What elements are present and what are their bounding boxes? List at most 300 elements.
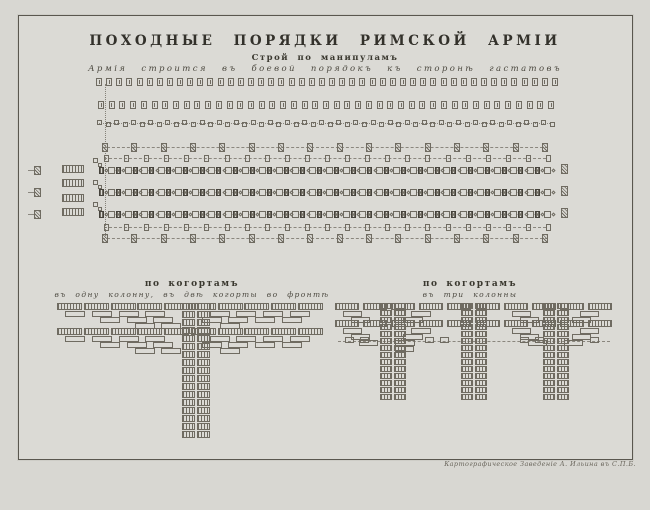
- interval-box: [425, 155, 430, 162]
- legion-square: [269, 101, 275, 109]
- column-unit: [557, 380, 569, 386]
- legion-square: [258, 78, 264, 86]
- column-unit: [182, 335, 195, 342]
- maniple-dark-unit: [149, 189, 154, 196]
- maniple-open-unit: [343, 167, 350, 174]
- cohort-unit: [137, 303, 162, 310]
- legion-square: [329, 78, 335, 86]
- chain-box: [182, 120, 187, 125]
- maniple-dark-unit: [267, 167, 272, 174]
- maniple-dark-unit: [133, 211, 138, 218]
- cohort-unit: [244, 303, 269, 310]
- formation-caption: Армія строится въ боевой порядокъ къ сторонѣ гастатовъ: [88, 64, 562, 74]
- legion-square: [548, 101, 554, 109]
- interval-box: [124, 155, 129, 162]
- echelon-unit: [65, 311, 85, 317]
- maniple-open-unit: [175, 189, 182, 196]
- maniple-dark-unit: [485, 211, 490, 218]
- legion-square: [216, 101, 222, 109]
- chain-box: [499, 122, 504, 127]
- maniple-dark-unit: [468, 167, 473, 174]
- chain-box: [319, 120, 324, 125]
- legion-square: [106, 78, 112, 86]
- column-unit: [461, 359, 473, 365]
- maniple-dark-unit: [183, 211, 188, 218]
- column-unit: [461, 352, 473, 358]
- maniple-dark-unit: [418, 189, 423, 196]
- column-unit: [197, 311, 210, 318]
- maniple-dark-unit: [502, 211, 507, 218]
- maniple-dark-unit: [99, 211, 104, 218]
- chain-box: [285, 120, 290, 125]
- chain-box: [490, 120, 495, 125]
- standard-flag-icon: [366, 234, 372, 243]
- standard-flag-icon: [307, 234, 313, 243]
- column-unit: [557, 324, 569, 330]
- maniple-open-unit: [108, 167, 115, 174]
- maniple-dark-unit: [468, 211, 473, 218]
- interval-box: [546, 224, 551, 231]
- legion-square: [109, 101, 115, 109]
- legion-square: [527, 101, 533, 109]
- maniple-open-unit: [494, 189, 501, 196]
- interval-box: [164, 155, 169, 162]
- march-box: [520, 337, 529, 343]
- echelon-unit: [255, 342, 275, 348]
- bottom-left-title: по когортамъ: [144, 279, 240, 289]
- column-unit: [182, 351, 195, 358]
- standard-flag-icon: [483, 143, 489, 152]
- page-title: ПОХОДНЫЕ ПОРЯДКИ РИМСКОЙ АРМІИ: [89, 33, 561, 49]
- maniple-dark-unit: [116, 211, 121, 218]
- legion-square: [96, 78, 102, 86]
- column-unit: [557, 303, 569, 309]
- maniple-open-unit: [292, 211, 299, 218]
- chain-box: [447, 122, 452, 127]
- legion-square: [441, 78, 447, 86]
- maniple-open-unit: [359, 189, 366, 196]
- interval-box: [385, 224, 390, 231]
- interval-box: [245, 224, 250, 231]
- legion-square: [205, 101, 211, 109]
- column-unit: [461, 338, 473, 344]
- interval-box: [265, 224, 270, 231]
- legion-square: [280, 101, 286, 109]
- standard-line: [102, 238, 548, 239]
- standard-flag-icon: [542, 143, 548, 152]
- chain-box: [123, 122, 128, 127]
- maniple-open-unit: [427, 189, 434, 196]
- column-unit: [475, 387, 487, 393]
- interval-box: [466, 224, 471, 231]
- echelon-unit: [282, 317, 302, 323]
- standard-flag-icon: [337, 143, 343, 152]
- cohort-unit: [504, 303, 528, 310]
- cohort-unit: [298, 328, 323, 335]
- maniple-open-unit: [376, 167, 383, 174]
- maniple-open-unit: [477, 167, 484, 174]
- legion-square: [152, 101, 158, 109]
- interval-box: [365, 155, 370, 162]
- maniple-dark-unit: [485, 167, 490, 174]
- maniple-open-unit: [192, 211, 199, 218]
- column-unit: [461, 380, 473, 386]
- bottom-right-title: по когортамъ: [422, 279, 518, 289]
- standard-flag-icon: [102, 234, 108, 243]
- legion-square: [451, 78, 457, 86]
- echelon-unit: [282, 342, 302, 348]
- maniple-open-unit: [527, 211, 534, 218]
- maniple-open-unit: [443, 167, 450, 174]
- legion-square: [532, 78, 538, 86]
- legion-square: [309, 78, 315, 86]
- maniple-open-unit: [158, 167, 165, 174]
- legion-square: [355, 101, 361, 109]
- legion-square: [130, 101, 136, 109]
- chain-box: [336, 120, 341, 125]
- maniple-open-unit: [175, 211, 182, 218]
- maniple-open-unit: [276, 211, 283, 218]
- maniple-dark-unit: [183, 167, 188, 174]
- standard-flag-icon: [307, 143, 313, 152]
- interval-box: [385, 155, 390, 162]
- column-unit: [182, 415, 195, 422]
- legion-square: [420, 78, 426, 86]
- chain-box: [217, 120, 222, 125]
- maniple-open-unit: [225, 211, 232, 218]
- legion-square: [218, 78, 224, 86]
- column-unit: [543, 338, 555, 344]
- legion-square: [248, 101, 254, 109]
- legion-square: [302, 101, 308, 109]
- cohort-unit: [335, 303, 359, 310]
- column-head-flag-icon: [561, 208, 568, 218]
- column-unit: [182, 391, 195, 398]
- column-unit: [182, 359, 195, 366]
- cohort-unit: [244, 328, 269, 335]
- column-unit: [394, 394, 406, 400]
- column-unit: [557, 394, 569, 400]
- legion-square: [157, 78, 163, 86]
- chain-box: [388, 120, 393, 125]
- column-unit: [543, 345, 555, 351]
- column-unit: [475, 331, 487, 337]
- legion-square: [537, 101, 543, 109]
- column-unit: [380, 352, 392, 358]
- legion-square: [505, 101, 511, 109]
- cohort-unit: [419, 303, 443, 310]
- standard-flag-icon: [131, 143, 137, 152]
- maniple-open-unit: [141, 211, 148, 218]
- interval-box: [184, 155, 189, 162]
- chain-box: [302, 120, 307, 125]
- maniple-open-unit: [208, 167, 215, 174]
- standard-flag-icon: [513, 234, 519, 243]
- chain-box: [482, 122, 487, 127]
- standard-flag-icon: [131, 234, 137, 243]
- interval-box: [124, 224, 129, 231]
- column-unit: [380, 303, 392, 309]
- column-unit: [394, 373, 406, 379]
- maniple-open-unit: [393, 167, 400, 174]
- interval-box: [506, 155, 511, 162]
- maniple-open-unit: [108, 189, 115, 196]
- column-unit: [394, 317, 406, 323]
- maniple-open-unit: [443, 211, 450, 218]
- legion-square: [248, 78, 254, 86]
- march-box: [360, 337, 369, 343]
- standard-flag-icon: [542, 234, 548, 243]
- maniple-open-unit: [527, 167, 534, 174]
- legion-square: [430, 78, 436, 86]
- column-unit: [380, 338, 392, 344]
- maniple-open-unit: [326, 189, 333, 196]
- column-unit: [557, 345, 569, 351]
- legion-square: [278, 78, 284, 86]
- maniple-dark-unit: [250, 211, 255, 218]
- legion-square: [410, 78, 416, 86]
- maniple-dark-unit: [216, 189, 221, 196]
- maniple-open-unit: [276, 189, 283, 196]
- column-unit: [461, 317, 473, 323]
- legion-square: [366, 101, 372, 109]
- maniple-dark-unit: [300, 211, 305, 218]
- maniple-dark-unit: [518, 189, 523, 196]
- legion-square: [312, 101, 318, 109]
- maniple-diamond: [551, 212, 555, 216]
- legion-square: [184, 101, 190, 109]
- standard-flag-icon: [366, 143, 372, 152]
- maniple-open-unit: [259, 189, 266, 196]
- interval-box: [285, 155, 290, 162]
- column-unit: [197, 423, 210, 430]
- maniple-open-unit: [376, 189, 383, 196]
- legion-square: [119, 101, 125, 109]
- imprint-text: Картографическое Заведеніе А. Ильина въ С.П.Б.: [444, 460, 636, 468]
- column-head-flag-icon: [561, 186, 568, 196]
- maniple-open-unit: [410, 189, 417, 196]
- chain-box: [353, 120, 358, 125]
- chain-box: [276, 122, 281, 127]
- standard-flag-icon: [278, 143, 284, 152]
- maniple-open-unit: [410, 211, 417, 218]
- maniple-open-unit: [192, 189, 199, 196]
- cohort-unit: [57, 328, 82, 335]
- legion-square: [359, 78, 365, 86]
- chain-box: [379, 122, 384, 127]
- maniple-dark-unit: [451, 167, 456, 174]
- column-unit: [475, 359, 487, 365]
- echelon-unit: [161, 348, 181, 354]
- interval-box: [104, 155, 109, 162]
- maniple-dark-unit: [401, 211, 406, 218]
- column-unit: [475, 373, 487, 379]
- column-unit: [461, 345, 473, 351]
- column-unit: [475, 338, 487, 344]
- chain-box: [422, 120, 427, 125]
- standard-flag-icon: [395, 234, 401, 243]
- maniple-open-unit: [494, 167, 501, 174]
- standard-flag-icon: [190, 234, 196, 243]
- maniple-open-unit: [175, 167, 182, 174]
- legion-square: [511, 78, 517, 86]
- interval-box: [466, 155, 471, 162]
- maniple-open-unit: [510, 189, 517, 196]
- interval-box: [204, 155, 209, 162]
- interval-box: [405, 224, 410, 231]
- chain-box: [191, 122, 196, 127]
- column-unit: [543, 387, 555, 393]
- maniple-open-unit: [309, 167, 316, 174]
- legion-square: [197, 78, 203, 86]
- maniple-open-unit: [477, 211, 484, 218]
- column-unit: [394, 303, 406, 309]
- maniple-dark-unit: [300, 189, 305, 196]
- maniple-dark-unit: [284, 167, 289, 174]
- maniple-open-unit: [477, 189, 484, 196]
- column-unit: [197, 399, 210, 406]
- maniple-dark-unit: [133, 189, 138, 196]
- interval-box: [325, 224, 330, 231]
- column-unit: [380, 387, 392, 393]
- echelon-unit: [65, 336, 85, 342]
- column-unit: [394, 345, 406, 351]
- chain-box: [259, 122, 264, 127]
- maniple-dark-unit: [451, 189, 456, 196]
- maniple-dark-unit: [367, 211, 372, 218]
- maniple-open-unit: [208, 211, 215, 218]
- maniple-dark-unit: [250, 167, 255, 174]
- cohort-unit: [84, 303, 109, 310]
- cohort-unit: [57, 303, 82, 310]
- column-unit: [380, 380, 392, 386]
- standard-flag-icon: [425, 234, 431, 243]
- legion-square: [522, 78, 528, 86]
- column-unit: [475, 310, 487, 316]
- cohort-unit: [298, 303, 323, 310]
- legion-square: [289, 78, 295, 86]
- maniple-dark-unit: [351, 167, 356, 174]
- maniple-dark-unit: [317, 189, 322, 196]
- maniple-open-unit: [108, 211, 115, 218]
- cohort-unit: [588, 303, 612, 310]
- maniple-open-unit: [125, 189, 132, 196]
- column-unit: [543, 317, 555, 323]
- maniple-dark-unit: [166, 211, 171, 218]
- interval-box: [225, 155, 230, 162]
- column-unit: [475, 366, 487, 372]
- column-unit: [543, 324, 555, 330]
- interval-box: [265, 155, 270, 162]
- column-unit: [557, 352, 569, 358]
- cavalry-block: [62, 208, 84, 216]
- maniple-open-unit: [410, 167, 417, 174]
- column-unit: [475, 394, 487, 400]
- column-unit: [475, 380, 487, 386]
- chain-box: [345, 122, 350, 127]
- interval-box: [104, 224, 109, 231]
- maniple-open-unit: [527, 189, 534, 196]
- column-unit: [197, 407, 210, 414]
- column-unit: [197, 303, 210, 310]
- echelon-unit: [100, 342, 120, 348]
- legion-square: [344, 101, 350, 109]
- maniple-dark-unit: [200, 167, 205, 174]
- maniple-dark-unit: [518, 211, 523, 218]
- column-unit: [461, 310, 473, 316]
- maniple-open-unit: [544, 167, 551, 174]
- legion-square: [299, 78, 305, 86]
- column-unit: [461, 366, 473, 372]
- legion-square: [390, 78, 396, 86]
- column-unit: [197, 319, 210, 326]
- column-unit: [380, 310, 392, 316]
- interval-box: [325, 155, 330, 162]
- column-unit: [475, 345, 487, 351]
- interval-box: [546, 155, 551, 162]
- maniple-open-unit: [259, 167, 266, 174]
- legion-square: [98, 101, 104, 109]
- interval-box: [526, 224, 531, 231]
- chain-box: [114, 120, 119, 125]
- maniple-open-unit: [460, 167, 467, 174]
- maniple-dark-unit: [435, 211, 440, 218]
- column-unit: [197, 383, 210, 390]
- maniple-dark-unit: [401, 189, 406, 196]
- standard-flag-icon: [161, 143, 167, 152]
- interval-box: [345, 155, 350, 162]
- maniple-dark-unit: [317, 167, 322, 174]
- legion-square: [259, 101, 265, 109]
- column-unit: [182, 423, 195, 430]
- legion-square: [409, 101, 415, 109]
- legion-square: [400, 78, 406, 86]
- legion-square: [481, 78, 487, 86]
- maniple-open-unit: [192, 167, 199, 174]
- interval-box: [365, 224, 370, 231]
- maniple-dark-unit: [468, 189, 473, 196]
- maniple-open-unit: [158, 189, 165, 196]
- interval-box: [526, 155, 531, 162]
- chain-box: [174, 122, 179, 127]
- maniple-open-unit: [125, 167, 132, 174]
- legion-square: [238, 78, 244, 86]
- legion-square: [194, 101, 200, 109]
- maniple-open-unit: [242, 167, 249, 174]
- standard-flag-icon: [425, 143, 431, 152]
- column-unit: [461, 394, 473, 400]
- column-unit: [543, 394, 555, 400]
- maniple-dark-unit: [351, 189, 356, 196]
- maniple-open-unit: [343, 189, 350, 196]
- column-unit: [394, 310, 406, 316]
- column-unit: [197, 343, 210, 350]
- maniple-dark-unit: [99, 189, 104, 196]
- maniple-open-unit: [242, 211, 249, 218]
- column-unit: [394, 366, 406, 372]
- cavalry-block: [62, 179, 84, 187]
- cohort-unit: [218, 303, 243, 310]
- chain-box: [242, 122, 247, 127]
- legion-square: [228, 78, 234, 86]
- maniple-dark-unit: [334, 189, 339, 196]
- column-unit: [394, 387, 406, 393]
- maniple-dark-unit: [149, 167, 154, 174]
- maniple-dark-unit: [334, 167, 339, 174]
- interval-box: [506, 224, 511, 231]
- interval-box: [164, 224, 169, 231]
- standard-flag-icon: [249, 234, 255, 243]
